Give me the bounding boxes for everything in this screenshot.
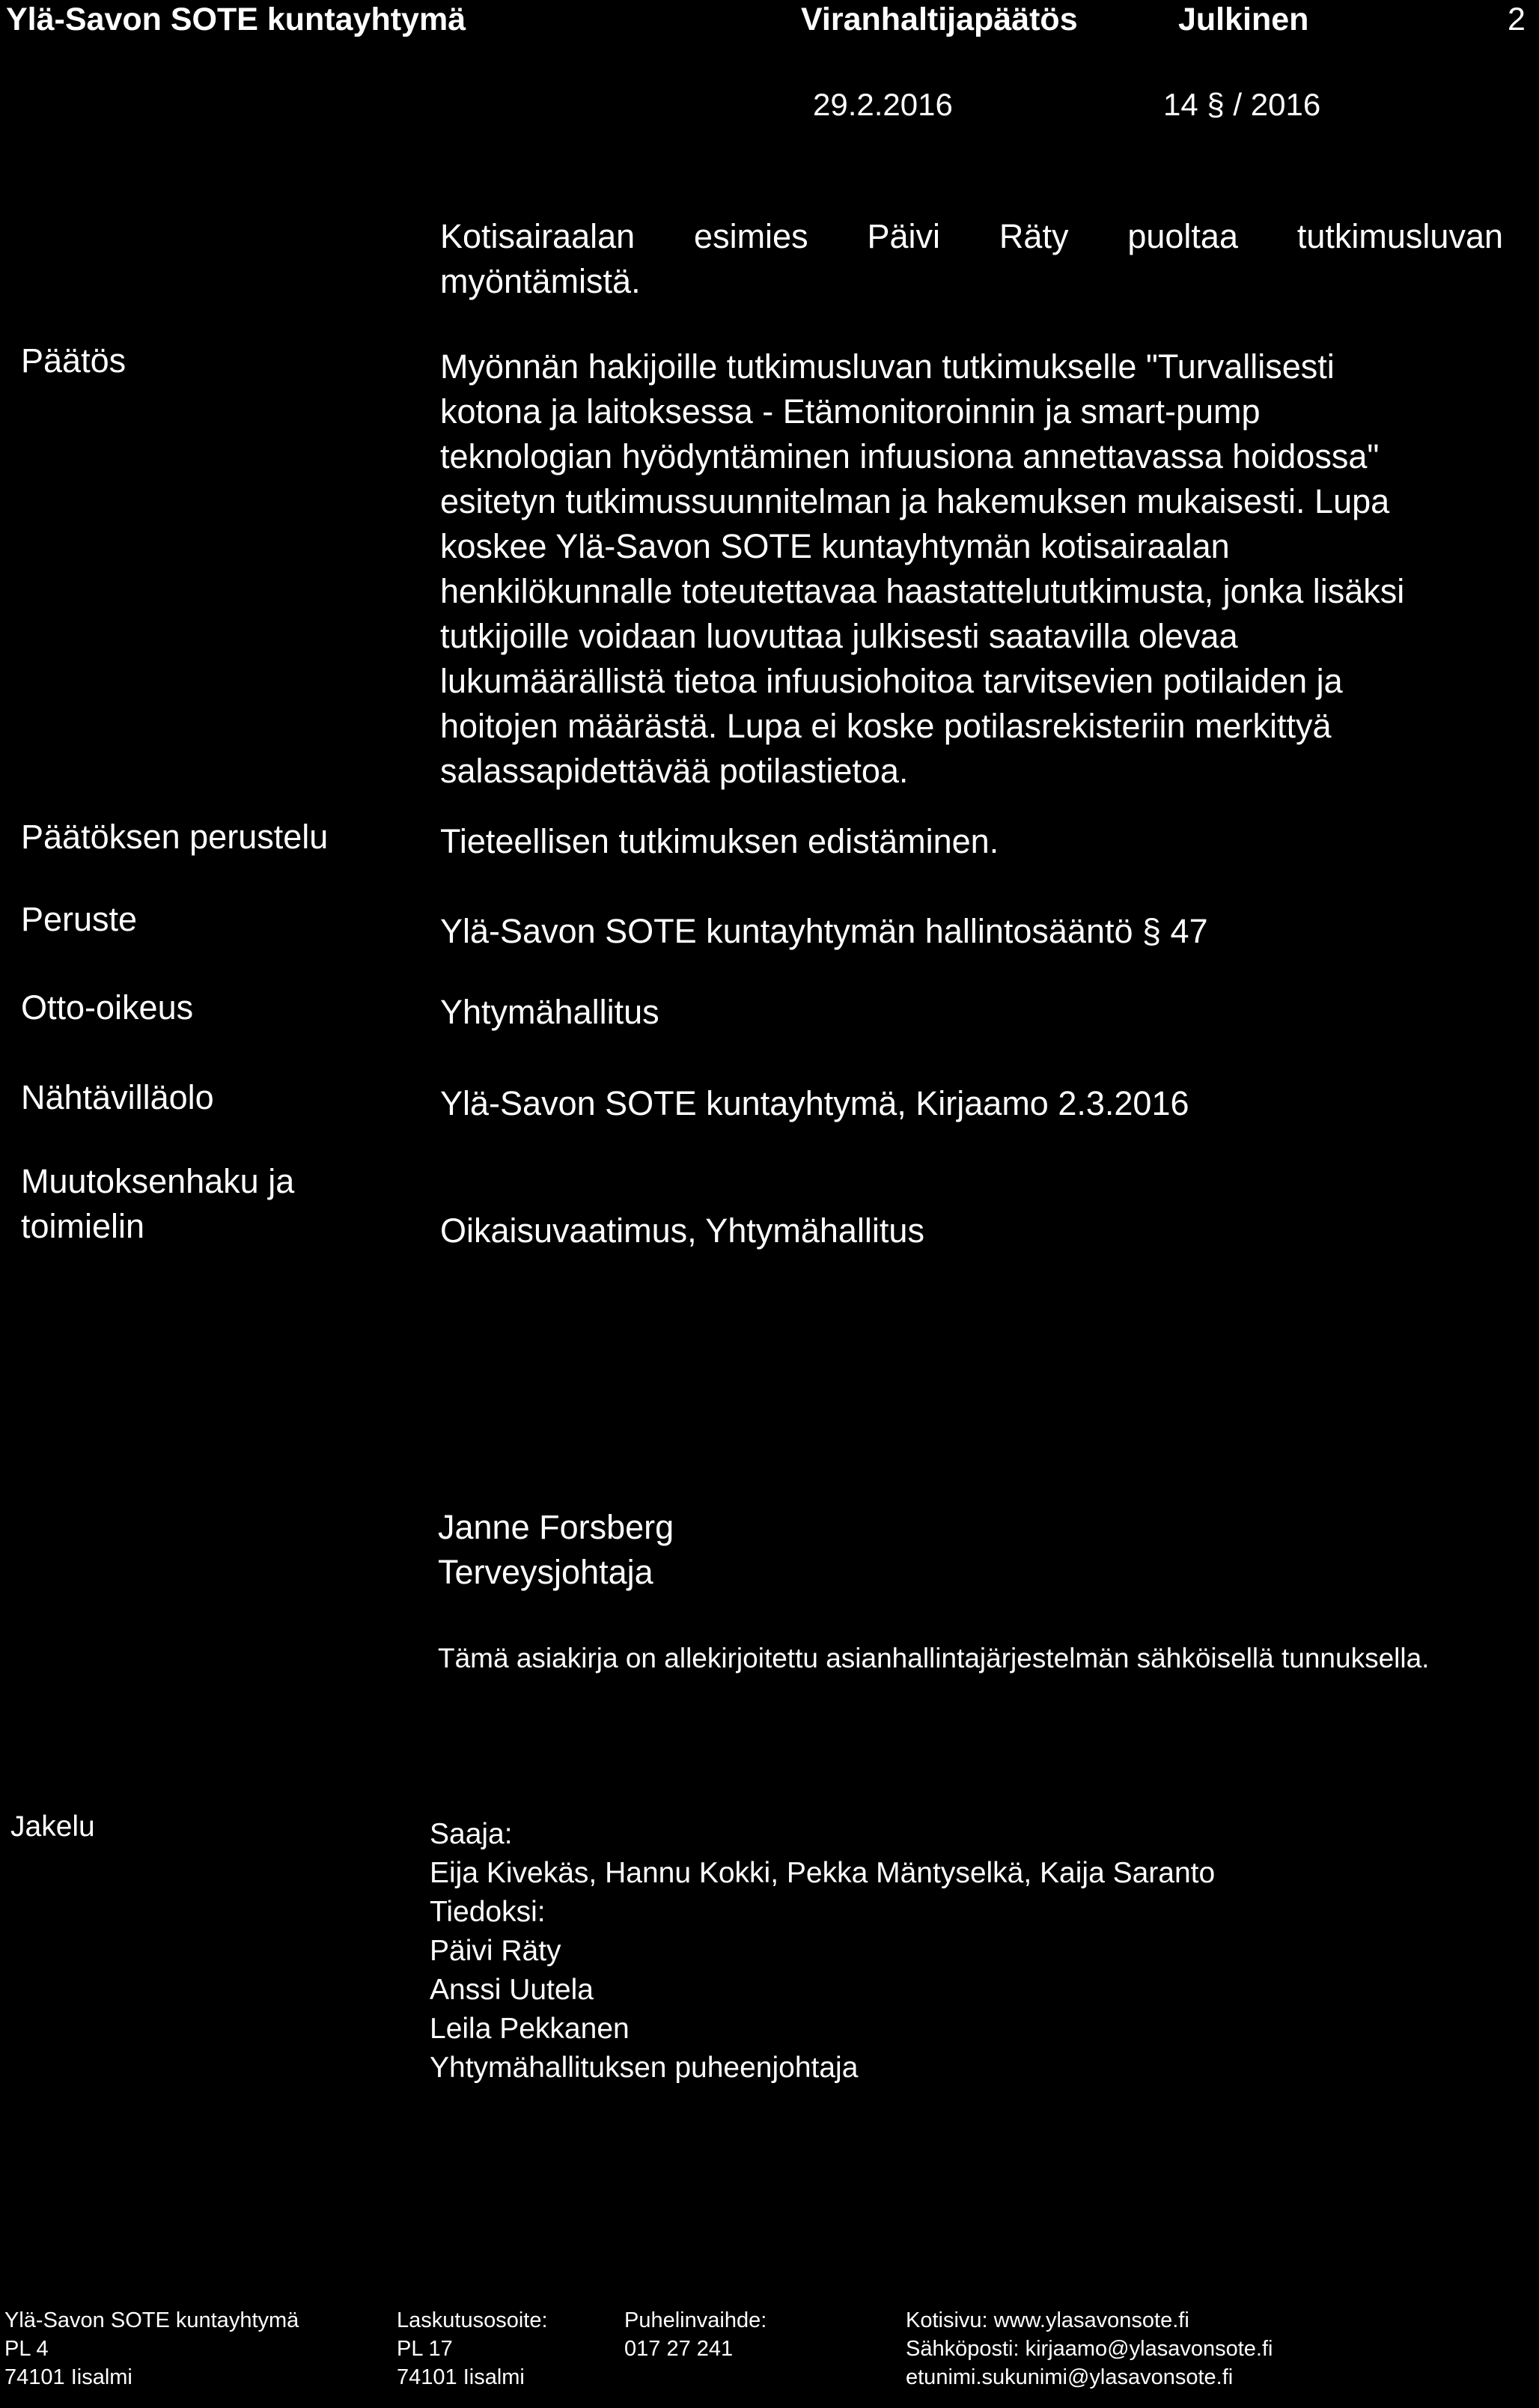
right-to-take-over-label: Otto-oikeus: [21, 988, 194, 1027]
intro-word: Päivi: [867, 217, 941, 255]
decision-line: henkilökunnalle toteutettavaa haastattelututkimusta, jonka lisäksi: [440, 572, 1405, 610]
right-to-take-over-value: Yhtymähallitus: [440, 993, 659, 1031]
intro-word: puoltaa: [1127, 217, 1238, 255]
footer-contact: [906, 2306, 1273, 2392]
footer-line: PL 4: [4, 2337, 49, 2361]
decision-line: esitetyn tutkimussuunnitelman ja hakemuksen mukaisesti. Lupa: [440, 482, 1390, 520]
decision-line: tutkijoille voidaan luovuttaa julkisesti saatavilla olevaa: [440, 617, 1238, 655]
page-number: 2: [1508, 1, 1526, 37]
decision-line: kotona ja laitoksessa - Etämonitoroinnin ja smart-pump: [440, 392, 1261, 431]
distribution-label: Jakelu: [10, 1810, 95, 1843]
basis-value: Ylä-Savon SOTE kuntayhtymän hallintosääntö § 47: [440, 912, 1208, 950]
decision-line: koskee Ylä-Savon SOTE kuntayhtymän kotisairaalan: [440, 527, 1230, 565]
intro-word: esimies: [694, 217, 808, 255]
document-type: Viranhaltijapäätös: [801, 1, 1078, 37]
footer-phone: [624, 2306, 767, 2363]
distribution-line: Anssi Uutela: [430, 1974, 594, 2006]
footer-line: Ylä-Savon SOTE kuntayhtymä: [4, 2308, 299, 2332]
intro-word: Räty: [999, 217, 1069, 255]
intro-word: tutkimusluvan: [1296, 217, 1503, 255]
public-display-value: Ylä-Savon SOTE kuntayhtymä, Kirjaamo 2.3.2016: [440, 1084, 1189, 1122]
signer-name: Janne Forsberg: [438, 1508, 674, 1546]
publicity-status: Julkinen: [1178, 1, 1309, 37]
decision-line: Myönnän hakijoille tutkimusluvan tutkimukselle "Turvallisesti: [440, 347, 1335, 386]
footer-line: Sähköposti: kirjaamo@ylasavonsote.fi: [906, 2337, 1273, 2361]
decision-line: lukumäärällistä tietoa infuusiohoitoa tarvitsevien potilaiden ja: [440, 662, 1343, 700]
section-number: 14 § / 2016: [1163, 87, 1321, 122]
document-date: 29.2.2016: [813, 87, 953, 122]
appeal-label: [21, 1159, 294, 1249]
decision-line: salassapidettävää potilastietoa.: [440, 752, 909, 790]
intro-paragraph: [440, 214, 1503, 304]
justification-label: Päätöksen perustelu: [21, 818, 329, 856]
decision-line: teknologian hyödyntäminen infuusiona annettavassa hoidossa": [440, 437, 1380, 475]
distribution-line: Saaja:: [430, 1818, 513, 1850]
signer-title: Terveysjohtaja: [438, 1553, 653, 1591]
footer-line: 74101 Iisalmi: [397, 2365, 525, 2389]
intro-line-2: myöntämistä.: [440, 262, 641, 300]
distribution-list: [430, 1815, 1215, 2088]
distribution-line: Eija Kivekäs, Hannu Kokki, Pekka Mäntyselkä, Kaija Saranto: [430, 1857, 1216, 1889]
decision-line: hoitojen määrästä. Lupa ei koske potilasrekisteriin merkittyä: [440, 707, 1332, 745]
distribution-line: Päivi Räty: [430, 1935, 561, 1967]
footer-line: Kotisivu: www.ylasavonsote.fi: [906, 2308, 1189, 2332]
appeal-label-line: toimielin: [21, 1207, 145, 1245]
distribution-line: Yhtymähallituksen puheenjohtaja: [430, 2052, 859, 2084]
footer-line: Puhelinvaihde:: [624, 2308, 767, 2332]
appeal-label-line: Muutoksenhaku ja: [21, 1162, 295, 1200]
decision-text: [440, 344, 1404, 794]
intro-line-1: [440, 214, 1503, 259]
public-display-label: Nähtävilläolo: [21, 1078, 214, 1116]
footer-line: 017 27 241: [624, 2337, 734, 2361]
footer-billing: [397, 2306, 548, 2392]
footer-line: PL 17: [397, 2337, 453, 2361]
signature-note: Tämä asiakirja on allekirjoitettu asianhallintajärjestelmän sähköisellä tunnuksella.: [438, 1643, 1430, 1673]
distribution-line: Tiedoksi:: [430, 1896, 546, 1928]
distribution-line: Leila Pekkanen: [430, 2013, 630, 2045]
footer-line: 74101 Iisalmi: [4, 2365, 132, 2389]
organization-name: Ylä-Savon SOTE kuntayhtymä: [6, 1, 466, 37]
signature-block: [438, 1505, 674, 1595]
footer-line: Laskutusosoite:: [397, 2308, 548, 2332]
footer-address: [4, 2306, 299, 2392]
intro-word: Kotisairaalan: [440, 217, 636, 255]
justification-value: Tieteellisen tutkimuksen edistäminen.: [440, 822, 999, 860]
basis-label: Peruste: [21, 900, 138, 938]
footer-line: etunimi.sukunimi@ylasavonsote.fi: [906, 2365, 1234, 2389]
appeal-value: Oikaisuvaatimus, Yhtymähallitus: [440, 1211, 924, 1250]
decision-label: Päätös: [21, 341, 127, 380]
